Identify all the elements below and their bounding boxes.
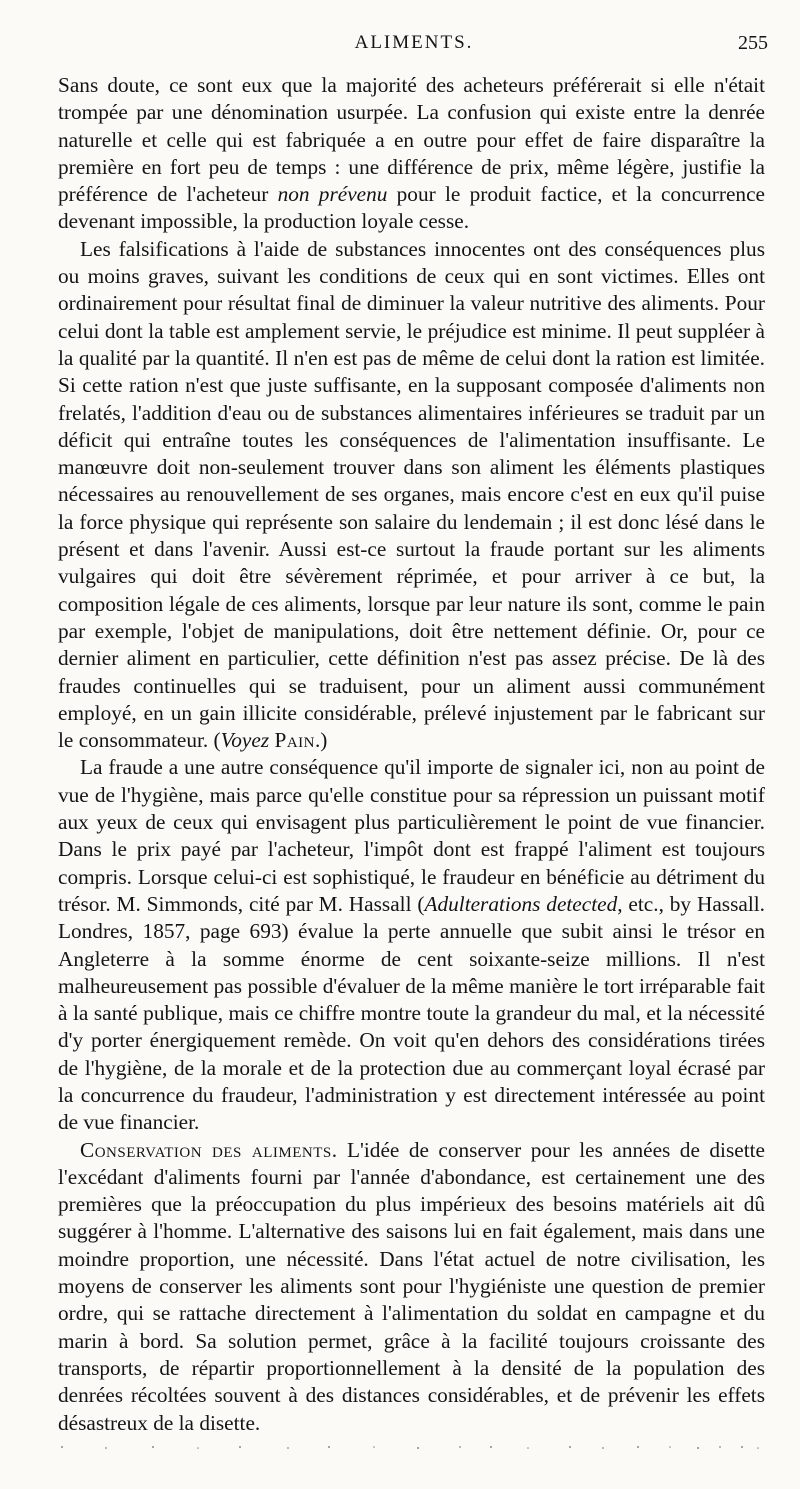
page-number: 255	[738, 32, 768, 54]
section-heading-conservation: Conservation des aliments.	[80, 1137, 338, 1162]
paragraph-4-text: L'idée de conserver pour les années de disette l'excédant d'aliments fourni par l'année d'abondance, est certainement une des premières que la préoccupation du plus impérieux des besoins matériels ait dû suggérer à l'homme. L'alternative des saisons lui en fait également, mais dans une moindre proportion, une nécessité. Dans l'état actuel de notre civilisation, les moyens de conserver les aliments sont pour l'hygiéniste une question de premier ordre, qui se rattache directement à l'alimentation du soldat en campagne et du marin à bord. Sa solution permet, grâce à la facilité toujours croissante des transports, de répartir proportionnellement à la densité de la population des denrées récoltées souvent à des distances considérables, et de prévenir les effets désastreux de la disette.	[58, 1137, 765, 1435]
print-speckle-line	[58, 1443, 765, 1451]
paragraph-4	[58, 1137, 765, 1437]
paragraph-1-emphasis: non prévenu	[277, 182, 388, 207]
running-title: ALIMENTS.	[354, 32, 474, 53]
paragraph-3	[58, 754, 765, 1136]
body-text	[58, 72, 765, 1437]
paragraph-3-text-b: , etc., by Hassall. Londres, 1857, page 693) évalue la perte annuelle que subit ainsi le trésor en Angleterre à la somme énorme de cent soixante-seize millions. Il n'est malheureusement pas possible d'évaluer de la même manière le tort irréparable fait à la santé publique, mais ce chiffre montre toute la grandeur du mal, et la nécessité d'y porter énergiquement remède. On voit qu'en dehors des considérations tirées de l'hygiène, de la morale et de la protection due au commerçant loyal écrasé par la concurrence du fraudeur, l'administration y est directement intéressée au point de vue financier.	[58, 891, 765, 1135]
paragraph-2-text-a: Les falsifications à l'aide de substances innocentes ont des conséquences plus ou moins graves, suivant les conditions de ceux qui en sont victimes. Elles ont ordinairement pour résultat final de diminuer la valeur nutritive des aliments. Pour celui dont la table est amplement servie, le préjudice est minime. Il peut suppléer à la qualité par la quantité. Il n'en est pas de même de celui dont la ration est limitée. Si cette ration n'est que juste suffisante, en la supposant composée d'aliments non frelatés, l'addition d'eau ou de substances alimentaires inférieures se traduit par un déficit qui entraîne toutes les conséquences de l'alimentation insuffisante. Le manœuvre doit non-seulement trouver dans son aliment les éléments plastiques nécessaires au renouvellement de ses organes, mais encore c'est en eux qu'il puise la force physique qui représente son salaire du lendemain ; il est donc lésé dans le présent et dans l'avenir. Aussi est-ce surtout la fraude portant sur les aliments vulgaires qui doit être sévèrement réprimée, et pour arriver à ce but, la composition légale de ces aliments, lorsque par leur nature ils sont, comme le pain par exemple, l'objet de manipulations, doit être nettement définie. Or, pour ce dernier aliment en particulier, cette définition n'est pas assez précise. De là des fraudes continuelles qui se traduisent, pour un aliment aussi communément employé, en un gain illicite considérable, prélevé injustement par le fabricant sur le consommateur. (	[58, 236, 765, 753]
paragraph-2-cross-reference: Pain	[274, 728, 315, 753]
paragraph-1-text-b: pour le produit factice, et la concurrence devenant impossible, la production loyale cesse.	[58, 182, 765, 234]
paragraph-1-text-a: Sans doute, ce sont eux que la majorité des acheteurs préférerait si elle n'était trompée par une dénomination usurpée. La confusion qui existe entre la denrée naturelle et celle qui est fabriquée a en outre pour effet de faire disparaître la première en fort peu de temps : une différence de prix, même légère, justifie la préférence de l'acheteur	[58, 73, 765, 207]
paragraph-3-book-title: Adulterations detected	[424, 891, 618, 916]
paragraph-2	[58, 236, 765, 755]
paragraph-2-emphasis: Voyez	[220, 728, 270, 753]
paragraph-3-text-a: La fraude a une autre conséquence qu'il importe de signaler ici, non au point de vue de l'hygiène, mais parce qu'elle constitue pour sa répression un puissant motif aux yeux de ceux qui envisagent plus particulièrement le point de vue financier. Dans le prix payé par l'acheteur, l'impôt dont est frappé l'aliment est toujours compris. Lorsque celui-ci est sophistiqué, le fraudeur en bénéficie au détriment du trésor. M. Simmonds, cité par M. Hassall (	[58, 755, 765, 916]
running-head	[58, 32, 770, 58]
paragraph-2-text-c: .)	[314, 728, 328, 753]
paragraph-1	[58, 72, 765, 236]
